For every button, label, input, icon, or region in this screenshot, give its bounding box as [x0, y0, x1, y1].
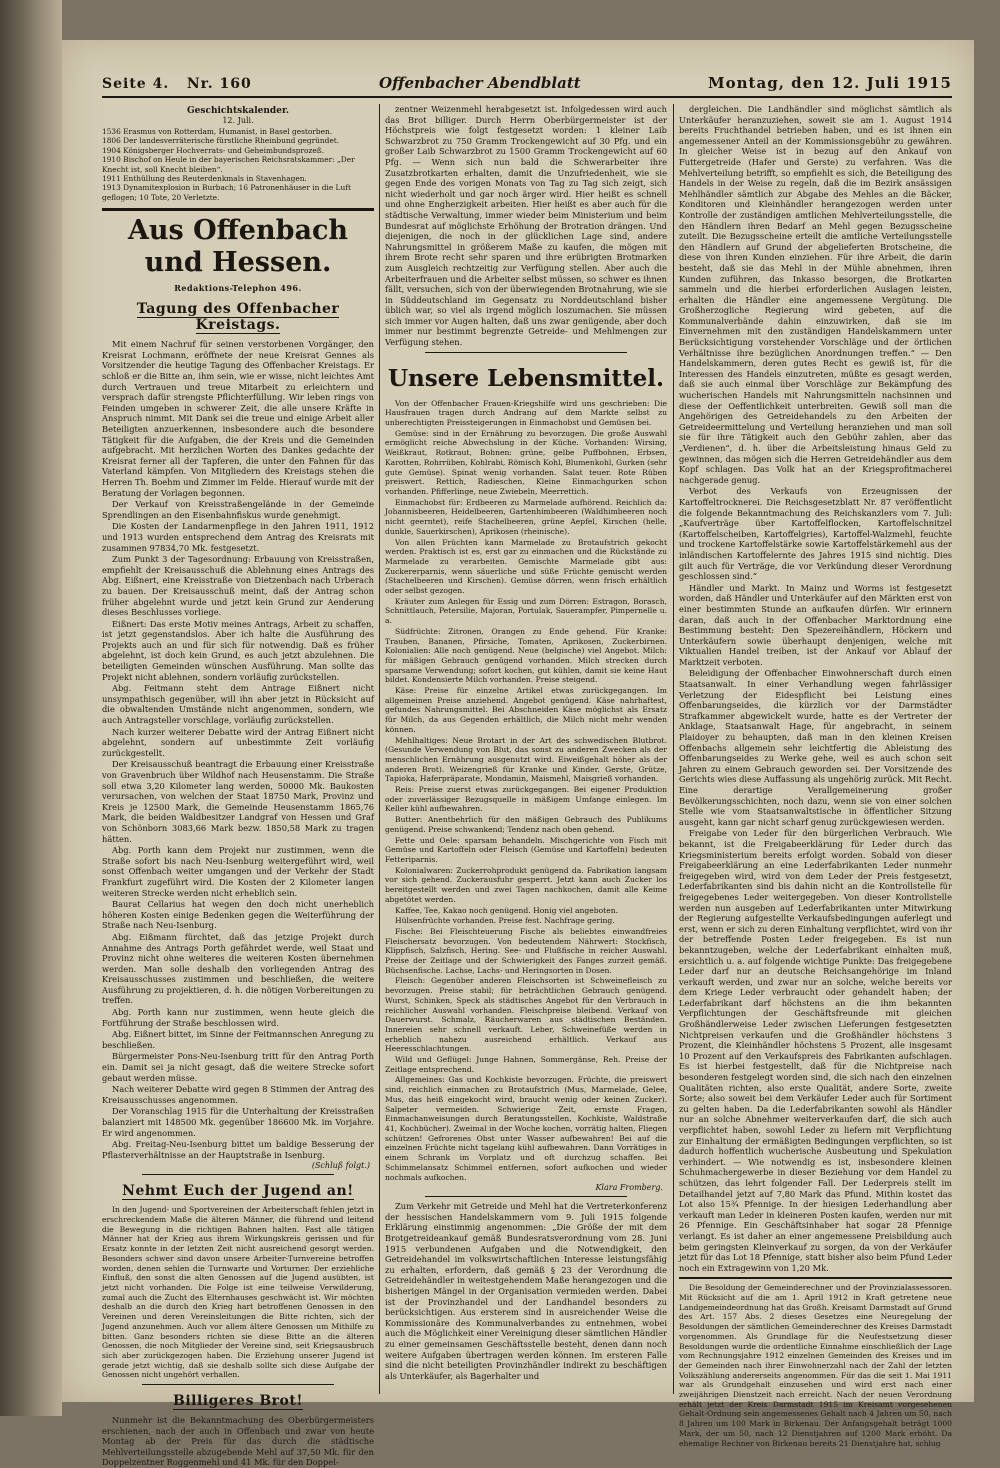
paragraph: Abg. Freitag-Neu-Isenburg bittet um baldige Besserung der Pflasterverhältnisse an der Hauptstraße in Isenburg.	[102, 1139, 374, 1160]
article-title-lebensmittel: Unsere Lebensmittel.	[387, 364, 664, 392]
column-3	[679, 104, 952, 1448]
paragraph: Zum Verkehr mit Getreide und Mehl hat die Vertreterkonferenz der hessischen Handelskammern vom 9. Juli 1915 folgende Erklärung einstimmig angenommen: „Die Größe der mit dem Brotgetreideankauf gemäß Bundesratsverordnung vom 28. Juni 1915 verbundenen Aufgaben und die Notwendigkeit, den Getreidehandel im volkswirtschaftlichen Interesse leistungsfähig zu erhalten, erfordern, daß gemäß § 23 der Verordnung die Getreidehändler in weitestgehendem Maße herangezogen und die bisherigen Mängel in der Organisation vermieden werden. Dabei ist der Provinzhandel und der Landhandel besonders zu berücksichtigen. Aus ersterem sind in ausreichender Weise die Kommissionäre des Kommunalverbandes zu entnehmen, wobei auch die Möglichkeit einer Vereinigung dieser sämtlichen Händler zu einer gemeinsamen Geschäftsstelle besteht, denen dann noch weitere Aufgaben übertragen werden können. Im ersteren Falle sind die nicht beteiligten Provinzhändler indirekt zu beschäftigen als Unterkäufer, als Bagerhalter und	[385, 1201, 667, 1381]
kalender-title: Geschichtskalender.	[187, 106, 289, 116]
lebensmittel-item: Allgemeines: Gas und Kochkiste bevorzugen. Früchte, die preiswert sind, reichlich einmachen zu Brotaufstrich (Mus, Marmelade, Gelee, Mus, das heiß eingekocht wird, braucht wenig oder keinen Zucker). Salpeter vermeiden. Schwierige Zeit, ernste Fragen, Einmachanweisungen durch Beratungsstellen, Kochkiste, Waldstraße 41, Kochbücher). Zweimal in der Woche kochen, vorrätig halten, Fliegen schützen! Gefrorenes Obst unter Wasser aufbewahren! Bei auf die einzelnen Früchte nicht tagelang kühl aufbewahren. Dann Vorrätiges in einem Schrank im Vorplatz und oft durchzug schaffen. Bei Schimmelansatz Schimmel entfernen, sofort aufkochen und wieder nochmals aufkochen.	[385, 1075, 667, 1182]
kalender-entry: 1904 Königsberger Hochverrats- und Geheimbundsprozeß.	[102, 145, 325, 155]
kalender-date: 12. Juli.	[222, 116, 254, 125]
masthead: Offenbacher Abendblatt	[379, 74, 581, 92]
paragraph: Bürgermeister Pons-Neu-Isenburg tritt für den Antrag Porth ein. Damit sei ja nicht gesagt, daß die weitere Strecke sofort gebaut werden müsse.	[102, 1051, 374, 1083]
paragraph: Baurat Cellarius hat wegen den doch nicht unerheblich höheren Kosten einige Bedenken gegen die Weiterführung der Straße nach Neu-Isenburg.	[102, 899, 374, 931]
paragraph: zentner Weizenmehl herabgesetzt ist. Infolgedessen wird auch das Brot billiger. Durch Herrn Oberbürgermeister ist der Höchstpreis wie folgt festgesetzt worden: 1 kleiner Laib Schwarzbrot zu 750 Gramm Trockengewicht auf 30 Pfg. und ein großer Laib Schwarzbrot zu 1500 Gramm Trockengewicht auf 60 Pfg. — Wenn sich nun bald die Schwerarbeiter ihre Zusatzbrotkarten erhalten, damit die Unzufriedenheit, wie sie gegen Ende des vorigen Monats von Tag zu Tag sich zeigt, sich nicht wiederholt und gar noch ärger wird. Hier heißt es schnell und ohne Engherzigkeit arbeiten. Hier heißt es aber auch für die städtische Verwaltung, immer wieder beim Ministerium und beim Bundesrat auf möglichste Erhöhung der Brotration drängen. Und diejenigen, die noch in der glücklichen Lage sind, andere Nahrungsmittel in größerem Maße zu kaufen, die mögen mit ihrem Brote recht sehr sparen und ihre erübrigten Brotmarken zum Ausgleich rechtzeitig zur Verfügung stellen. Aber auch die Arbeiterfrauen und die Arbeiter selbst müssen, so schwer es ihnen fällt, versuchen, sich von der überwiegenden Brotnahrung, wie sie in Süddeutschland im Gegensatz zu Norddeutschland bisher üblich war, so viel als irgend möglich loszumachen. Sie müssen sich immer vor Augen halten, daß uns zwar genügende, aber doch immer nur bestimmt begrenzte Getreide- und Mehlmengen zur Verfügung stehen.	[385, 104, 667, 348]
kalender-entry: 1806 Der landesverräterische fürstliche Rheinbund gegründet.	[102, 136, 340, 146]
column-1	[102, 104, 374, 1468]
column-2	[385, 104, 667, 1394]
lebensmittel-item: Fleisch: Gegenüber anderen Fleischsorten ist Schweinefleisch zu bevorzugen. Preise stabil; für beträchtlichen Gebrauch genügend. Wurst, Schinken, Speck als städtisches Angebot für den Verbrauch in reichlicher Auswahl vorhanden. Fleischpreise bleibend. Verkauf von Dauerwurst. Schmalz, Räucherwaren aus städtischen Beständen. Innereien sehr schnell verkauft. Leber, Schweinefüße werden in erheblich nahezu ausreichend erhältlich. Verkauf aus Heeresschlachtungen.	[385, 976, 667, 1054]
article-title-brot: Billigeres Brot!	[172, 1393, 303, 1410]
paragraph: Abg. Porth kann nur zustimmen, wenn heute gleich die Fortführung der Straße beschlossen wird.	[102, 1007, 374, 1028]
paragraph: Abg. Porth kann dem Projekt nur zustimmen, wenn die Straße sofort bis nach Neu-Isenburg weitergeführt wird, weil sonst Offenbach weiter umgangen und der Verkehr der Stadt Frankfurt zugeführt wird. Die Kosten der 2 Kilometer langen weiteren Strecke werden nicht erheblich sein.	[102, 845, 374, 898]
lebensmittel-list	[385, 429, 667, 1182]
paragraph: Mit einem Nachruf für seinen verstorbenen Vorgänger, den Kreisrat Lochmann, eröffnete der neue Kreisrat Gennes als Vorsitzender die heutige Tagung des Offenbacher Kreistags. Er schloß er die Bitte an, ihm sein, wie er wisse, nicht leichtes Amt durch Vertrauen und treue Mitarbeit zu erleichtern und versprach dafür strengste Pflichterfüllung. Wir leben rings von Feinden umgeben in schwerer Zeit, die alle unsere Kräfte in Anspruch nimmt. Mit Dank sei die treue und einige Arbeit aller Beteiligten anzuerkennen, insbesondere auch die besondere Tätigkeit für die Aufgaben, die der Kreis und die Gemeinden aufgebracht. Mit herzlichen Worten des Dankes gedachte der Kreisrat ferner all der Tapferen, die unter den Fahnen für das Vaterland kämpfen. Von Mitgliedern des Kreistags stehen die Herren Th. Boehm und Zimmer im Felde. Hierauf wurde mit der Beratung der Vorlagen begonnen.	[102, 339, 374, 498]
lebensmittel-item: Kaffee, Tee, Kakao noch genügend. Honig viel angeboten.	[395, 905, 619, 915]
paragraph: Nunmehr ist die Bekanntmachung des Oberbürgermeisters erschienen, nach der auch in Offenbach und zwar von heute Montag ab der Preis für das durch die städtische Mehlverteilungsstelle abzugebende Mehl auf 37,50 Mk. für den Doppelzentner Roggenmehl und 41 Mk. für den Doppel-	[102, 1415, 374, 1468]
article-title-jugend: Nehmt Euch der Jugend an!	[122, 1183, 354, 1200]
article-brot-continued	[385, 104, 667, 348]
paragraph: Händler und Markt. In Mainz und Worms ist festgesetzt worden, daß Händler und Unterkäufer auf den Märkten erst von einer bestimmten Stunde an aufkaufen dürfen. Wir erinnern daran, daß auch in der Offenbacher Marktordnung eine Bestimmung besteht: Den Spezereihändlern, Höckern und Unterkäufern sowie überhaupt denjenigen, welche mit Viktualien Handel treiben, ist der Ankauf vor Ablauf der Marktzeit verboten.	[679, 582, 952, 667]
paragraph: Abg. Eißnert bittet, im Sinne der Feitmannschen Anregung zu beschließen.	[102, 1029, 374, 1050]
kalender-entry: 1910 Bischof on Heule in der bayerischen Reichsratskammer: „Der Knecht ist, soll Knecht bleiben“.	[102, 155, 355, 174]
column-rule	[379, 104, 380, 1394]
kalender-list	[102, 127, 374, 202]
section-title: Aus Offenbach und Hessen.	[102, 208, 374, 279]
article-title-kreistag: Tagung des Offenbacher Kreistags.	[136, 301, 340, 334]
lebensmittel-item: Käse: Preise für einzelne Artikel etwas zurückgegangen. Im allgemeinen Preise anziehend. Angebot genügend. Käse nahrhaftest, gefundes Nahrungsmittel. Bei Abschneiden Käse möglichst als Ersatz für Milch, da aus Gegenden erhältlich, die Milch nicht mehr wenden können.	[385, 686, 667, 734]
lebensmittel-item: Wild und Geflügel: Junge Hahnen, Sommergänse, Reh. Preise der Zeitlage entsprechend.	[385, 1055, 667, 1074]
article-brot	[102, 1415, 374, 1468]
kalender-entry: 1536 Erasmus von Rotterdam, Humanist, in Basel gestorben.	[102, 127, 333, 136]
column-rule	[673, 104, 674, 1394]
lebensmittel-item: Kolonialwaren: Zuckerrohprodukt genügend da. Fabrikation langsam vor sich gehend. Zuckerausfuhr gesperrt. Jetzt kann auch Zucker los bereitgestellt werden und zwei Tagen nachkochen, damit alle Keime abgetötet werden.	[385, 865, 667, 904]
article-kreistag	[102, 339, 374, 1160]
article-column-3	[679, 104, 952, 1273]
kalender-entry: 1913 Dynamitexplosion in Burbach; 16 Patronenhäuser in die Luft geflogen; 10 Tote, 20 Verletzte.	[102, 183, 351, 202]
paragraph: Nach kurzer weiterer Debatte wird der Antrag Eißnert nicht abgelehnt, sondern auf unbestimmte Zeit vorläufig zurückgestellt.	[102, 726, 374, 758]
paragraph: Der Verkauf von Kreisstraßengelände in der Gemeinde Sprendlingen an den Eisenbahnfiskus wurde genehmigt.	[102, 499, 374, 520]
paragraph: Der Voranschlag 1915 für die Unterhaltung der Kreisstraßen balanziert mit 148500 Mk. gegenüber 186600 Mk. im Vorjahre. Er wird angenommen.	[102, 1106, 374, 1138]
paragraph: Abg. Feitmann steht dem Antrage Eißnert nicht unsympathisch gegenüber, will ihn aber jetzt in Rücksicht auf die obwaltenden Umstände nicht angenommen, sondern, wie auch Antragsteller vorschlage, vorläufig zurückstellen.	[102, 683, 374, 726]
article-getreide	[385, 1201, 667, 1381]
lebensmittel-item: Hülsenfrüchte vorhanden. Preise fest. Nachfrage gering.	[395, 916, 615, 926]
lebensmittel-item: Gemüse: sind in der Ernährung zu bevorzugen. Die große Auswahl ermöglicht reiche Abwechslung in der Küche. Vorhanden: Wirsing, Weißkraut, Rotkraut, Bohnen: grüne, gelbe Puffbohnen, Erbsen, Karotten, Rohrrüben, Kohlrabi, Römisch Kohl, Blumenkohl, Gurken (sehr gute Gemüse). Spinat wenig vorhanden. Salat teuer. Rote Rüben preiswert. Rettich, Radieschen, Kleine Einmachgurken schon vorhanden. Pfifferlinge, neue Zwiebeln, Meerrettich.	[385, 428, 667, 496]
paragraph: Der Kreisausschuß beantragt die Erbauung einer Kreisstraße von Gravenbruch über Wildhof nach Heusenstamm. Die Straße soll etwa 3,20 Kilometer lang werden, 50000 Mk. Baukosten verursachen, von welchen der Staat 18750 Mark, Provinz und Kreis je 12500 Mark, die Gemeinde Heusenstamm 1865,76 Mark, die beiden Waldbesitzer Landgraf von Hessen und Graf von Schönborn 3083,66 Mark bezw. 1850,58 Mark zu tragen hätten.	[102, 759, 374, 844]
lebensmittel-item: Von allen Früchten kann Marmelade zu Brotaufstrich gekocht werden. Praktisch ist es, erst gar zu einmachen und die Rückstände zu Marmelade zu verarbeiten. Gemischte Marmelade gibt aus: Zuckererparnis, wenn säuerliche und süße Früchte gemischt werden (Stachelbeeren und Kirschen). Gemüse dörren, wenn frisch erhältlich oder selbst gezogen.	[385, 537, 667, 596]
redaktion-telephone: Redaktions-Telephon 496.	[174, 283, 302, 294]
paragraph: dergleichen. Die Landhändler sind möglichst sämtlich als Unterkäufer heranzuziehen, soweit sie am 1. August 1914 bereits Fruchthandel betrieben haben, und es ist ihnen ein angemessener Anteil an der Kommissionsgebühr zu gewähren. In gleicher Weise ist in bezug auf den Ankauf von Futtergetreide (Hafer und Gerste) zu verfahren. Was die Mehlverteilung betrifft, so empfiehlt es sich, die Beteiligung des Handels in der Weise zu regeln, daß die im Bezirk ansässigen Mehlhändler sämtlich zur Abgabe des Mehles an die Bäcker, Konditoren und Kleinhändler herangezogen werden unter Kontrolle der zuständigen amtlichen Mehlverteilungsstelle, die den Händlern ihren Bedarf an Mehl gegen Bezugsscheine zuteilt. Die Bezugsscheine erteilt die amtliche Verteilungsstelle den Händlern auf Grund der abgelieferten Brotscheine, die diese von ihren Kunden einziehen. Für ihre Arbeit, die darin besteht, daß sie das Mehl in der Mühle abnehmen, ihren Kunden zuführen, das Inkasso besorgen, die Brotkarten sammeln und die hierbei erforderlichen Auslagen leisten, erhalten die Händler eine angemessene Vergütung. Die Großherzogliche Regierung wird gebeten, auf die Kommunalverbände dahin einzuwirken, daß sie im Einvernehmen mit den zuständigen Handelskammern unter Berücksichtigung vorstehender Vorschläge und der örtlichen Verhältnisse ihre bezüglichen Anordnungen treffen.“ — Den Handelskammern, deren gutes Recht es gewiß ist, für die Interessen des Handels einzutreten, müßte es gesagt werden, daß sie auch einmal über Vorschläge zur Bekämpfung des wucherischen Handels mit Nahrungsmitteln nachsinnen und diese der Oeffentlichkeit unterbreiten. Gewiß soll man die Angehörigen des Getreidehandels zu den Arbeiten der Getreideermittelung und Verteilung heranziehen und man soll sie für ihre Tätigkeit auch den Gebühr zahlen, aber das „Verdienen“, d. h. über die Arbeitsleistung hinaus Geld zu gewinnen, das mögen sich die Herren Getreidehändler aus dem Kopf schlagen. Das Volk hat an der Kriegsprofitmacherei nachgerade genug.	[679, 104, 952, 485]
lebensmittel-item: Butter: Anentbehrlich für den mäßigen Gebrauch des Publikums genügend. Preise schwankend; Tendenz nach oben gehend.	[385, 815, 667, 834]
newspaper-page	[62, 40, 974, 1468]
lebensmittel-item: Reis: Preise zuerst etwas zurückgegangen. Bei eigener Produktion oder zuverlässiger Bezugsquelle in mäßigem Umfange einlegen. Im Keller kühl aufbewahren.	[385, 785, 667, 814]
columns	[102, 104, 952, 1468]
paragraph: Zum Punkt 3 der Tagesordnung: Erbauung von Kreisstraßen, empfiehlt der Kreisausschuß die Ablehnung eines Antrags des Abg. Eißnert, eine Kreisstraße von Dietzenbach nach Urberach zu bauen. Der Kreisausschuß meint, daß der Antrag schon früher abgelehnt wurde und jetzt kein Grund zur Aenderung dieses Beschlusses vorliege.	[102, 554, 374, 618]
paragraph: Die Besoldung der Gemeinderechner und der Provinzialassessoren. Mit Rücksicht auf die am 1. April 1912 in Kraft getretene neue Landgemeindeordnung hat das Großh. Kreisamt Darmstadt auf Grund des Art. 157 Abs. 2 dieses Gesetzes eine Neuregelung der Besoldungen der sämtlichen Gemeinderechner des Kreises Darmstadt vorgenommen. Als Grundlage für die Neufestsetzung dieser Besoldungen wurde die ordentliche Einnahme einschließlich der Lage vom Rechnungsjahre 1912 einzelnen Gemeinden des Kreises und im der Gemeinden nach ihrer Einwohnerzahl nach der Zahl der letzten Volkszählung andererseits angenommen. Für das die seit 1. Mai 1911 war als Grundgehalt einzusehen und wird erst nach einer zweijährigen Dienstzeit nach erreicht. Nach der neuen Verordnung erhält jetzt der Kreis Darmstadt 1915 im Kreisamt vorgesehenen Gehalt-Ordnung sein angemessenes Gehalt nach 4 Jahren um 50, nach 8 Jahren um 100 Mark in Birkenau. Der Anfangsgehalt beträgt 1000 Mark, der um 50, nach 12 Dienstjahren auf 1200 Mark erhöht. Da ehemalige Rechner von Birkenau bereits 21 Dienstjahre hat, schlug	[679, 1283, 952, 1448]
lebensmittel-item: Südfrüchte: Zitronen, Orangen zu Ende gehend. Für Kranke: Trauben, Bananen, Pfirsiche, Tomaten, Aprikosen, Zuckerbirnen. Kolonialien: Alle noch genügend. Neue (belgische) viel Angebot. Milch: für mäßigen Gebrauch genügend vorhanden. Milch strecken durch sparsame Verwendung; sofort kochen, gut kühlen, damit sie keine Haut bildet. Kondensierte Milch vorhanden. Preise steigend.	[385, 626, 667, 685]
lebensmittel-item: Fische: Bei Fleischteuerung Fische als beliebtes einwandfreies Fleischersatz bevorzugen. Von bedeutendem Nährwert: Stockfisch, Klippfisch, Salzfisch, Hering. See- und Flußfische in reicher Auswahl. Preise der Zeitlage und der Schwierigkeit des Fanges zurzeit gemäß. Büchsenfische. Lachse, Lachs- und Heringsorten in Dosen.	[385, 926, 667, 975]
paragraph: Nach weiterer Debatte wird gegen 8 Stimmen der Antrag des Kreisausschusses angenommen.	[102, 1084, 374, 1105]
page-number: Seite 4. Nr. 160	[102, 76, 252, 92]
paragraph: Die Kosten der Landarmenpflege in den Jahren 1911, 1912 und 1913 wurden entsprechend dem Antrag des Kreisrats mit zusammen 97834,70 Mk. festgesetzt.	[102, 521, 374, 553]
paragraph: Abg. Eißmann fürchtet, daß das jetzige Projekt durch Annahme des Antrags Porth gefährdet werde, weil Staat und Provinz nicht ohne weiteres die weiteren Kosten übernehmen werden. Man solle deshalb den vorliegenden Antrag des Kreisausschusses zustimmen und beschließen, die weitere Ausführung zu projektieren, d. h. die nötigen Vorbereitungen zu treffen.	[102, 931, 374, 1006]
lebensmittel-item: Fette und Oele: sparsam behandeln. Mischgerichte von Fisch mit Gemüse und Kartoffeln oder Fleisch (Gemüse und Kartoffeln) bedeuten Fetteriparnis.	[385, 835, 667, 864]
divider	[425, 352, 627, 353]
article-signature: Klara Fromberg.	[595, 1183, 663, 1193]
paragraph: Freigabe von Leder für den bürgerlichen Verbrauch. Wie bekannt, ist die Freigabeerklärung für Leder durch das Kriegsministerium bereits erfolgt worden. Sobald von dieser Freigabeerklärung an eine Lederfabrikanten Leder nunmehr freigegeben wird, wird von dem Leder der Preis festgesetzt, Lederfabrikanten sind bis dahin nicht an die Kontrollstelle für freigegebenes Leder weitergegeben. Von dieser Kontrollstelle werden nun ausgeben auf Lederfabrikanten unter Mitwirkung der Regierung aufgestellte Verkaufsbedingungen auferlegt und erst, wenn er sich zu deren Einhaltung verpflichtet, wird von ihr der betreffende Posten Leder freigegeben. Es ist nun bekanntzugeben, welche der Lederfabrikant einhalten muß, ersichtlich u. a. auf folgende wichtige Punkte: Das freigegebene Leder darf nur an deutsche Reichsangehörige im Inland verkauft werden, und zwar nur an solche, welche bereits vor dem Kriege Leder verbraucht oder gehandelt haben; der Lederfabrikant darf höchstens an die ihm bekannten Verpflichtungen der Geschäftsfreunde mit gleichen Großhändlerweise Leder zwischen Lieferungen festgesetzten Nichtpreisen verkaufen und die Großhändler höchstens 3 Prozent, die Kleinhändler höchstens 5 Prozent, alle insgesamt 10 Prozent auf den Verkaufspreis des Fabrikanten aufschlagen. Es ist hierbei festgestellt, daß für die Nichtpreise nach besonderen festgelegt worden sind, die sich nach den einzelnen Qualitäten richten, also erste Qualität, andere Sorte, zweite Sorte; also soweit bei dem Verkäufer Leder auch für Sortiment zu gelten haben. Da die Lederfabrikanten sowohl als Händler nur an solche Abnehmer weiterverkaufen darf, die sich auch verpflichtet haben, sowohl Leder zu liefern mit Verpflichtung zur Einhaltung der ermäßigten Bedingungen verpflichten, so ist dadurch hoffentlich wucherische Ausbeutung und Spekulation verhindert. — Wie notwendig es ist, insbesondere kleinen Schuhmachergewerbe in dieser Beziehung vor dem Handel zu schützen, das lehrt folgender Fall. Der Lederpreis stellt im Detailhandel jetzt auf 7,80 Mark das Pfund. Mithin kostet das Lot also 15¾ Pfennige. In der hiesigen Lederhandlung aber verkauft man Leder in kleineren Posten kaufen, werden nur mit 26 Pfennige. Ein Geschäftsinhaber hat sogar 28 Pfennige verlangt. Es ist daher an einer angemessene Preisbildung auch beim geringsten Kleinverkauf zu sorgen, da von der Verkäufer jetzt für das Lot 18 Pfennige, statt bisher also beim Pfund Leder noch ein Extragewinn von 1,20 Mk.	[679, 828, 952, 1273]
article-intro: Von der Offenbacher Frauen-Kriegshilfe wird uns geschrieben: Die Hausfrauen tragen durch Andrang auf dem Markte selbst zu unberechtigten Preissteigerungen in Einmachobst und Gemüsen bei.	[385, 398, 667, 428]
article-besoldung	[679, 1283, 952, 1448]
kalender-entry: 1911 Enthüllung des Reuterdenkmals in Stavenhagen.	[102, 174, 307, 184]
divider	[679, 1277, 952, 1279]
paragraph: In den Jugend- und Sportvereinen der Arbeiterschaft fehlen jetzt in erschreckendem Maße die älteren Männer, die führend und leitend die Bewegung in die richtigen Bahnen halten. Fast alle tätigen Männer hat der Krieg aus ihrem Wirkungskreis gerissen und für Ersatz konnte in der letzten Zeit nicht ausreichend gesorgt werden. Besonders schwer sind davon unsere Arbeiter-Turnvereine betroffen worden, denen sehlen die Turnwarte und Vorturner. Der erziehliche Einfluß, den sonst die alten Genossen auf die Jugend ausübten, ist jetzt nicht vorhanden. Die Folge ist eine teilweise Verwilderung, zumal auch die Zucht des Elternhauses geschwächt ist. Wir möchten deshalb an die durch den Krieg hart betroffenen Genossen in den Vereinen und deren Vereinsleitungen die Bitte richten, sich der Jugend anzunehmen. Auch vor allem ältere Genossen um Mithilfe zu bitten. Ganz besonders richten sie diese Bitte an die älteren Genossen, die noch Mitglieder der Vereine sind, seit Kriegsausbruch sich aber zurückgezogen haben. Die Erziehung unserer Jugend ist gerade jetzt wichtig, daß sie deshalb sollte sich diese Aufgabe der Genossen nicht ungehört verhallen.	[102, 1205, 374, 1380]
page-header	[102, 62, 952, 98]
lebensmittel-item: Kräuter zum Anlegen für Essig und zum Dörren: Estragon, Borasch, Schnittlauch, Petersilie, Majoran, Portulak, Sauerampfer, Pimpernelle u. a.	[385, 596, 667, 626]
lebensmittel-item: Einmachobst für: Erdbeeren zu Marmelade aufhörend. Reichlich da: Johannisbeeren, Heidelbeeren, Gartenhimbeeren (Waldhimbeeren noch nicht geerntet), reife Stachelbeeren, grüne Aepfel, Kirschen (helle, dunkle, Sauerkirschen), Aprikosen (rheinische).	[385, 497, 667, 536]
paragraph: Verbot des Verkaufs von Erzeugnissen der Kartoffeltrocknerei. Die Reichsgesetzblatt Nr. 87 veröffentlicht die folgende Bekanntmachung des Reichskanzlers vom 7. Juli: „Kaufverträge über Kartoffelflocken, Kartoffelschnitzel (Kartoffelscheiben, Kartoffelgries), Kartoffel-Walzmehl, feuchte und trockene Kartoffelstärke sowie Kartoffelstärkemehl aus der inländischen Kartoffelernte des Jahres 1915 sind nichtig. Dies gilt auch für Verträge, die vor Verkündung dieser Verordnung geschlossen sind.“	[679, 486, 952, 582]
issue-date: Montag, den 12. Juli 1915	[708, 74, 952, 92]
lebensmittel-item: Mehlhaltiges: Neue Brotart in der Art des schwedischen Blutbrot. (Gesunde Verwendung von Blut, das sonst zu anderen Zwecken als der menschlichen Ernährung ausgenutzt wird. Eiweißgehalt höher als der anderen Brot). Weizengrieß für Kranke und Kinder. Gerste, Grütze, Tapioka, Haferpräparate, Mondamin, Maismehl, Maisgrieß vorhanden.	[385, 735, 667, 784]
divider	[425, 1196, 627, 1197]
article-sign: (Schluß folgt.)	[311, 1161, 370, 1171]
divider	[142, 1384, 334, 1385]
paragraph: Beleidigung der Offenbacher Einwohnerschaft durch einen Staatsanwalt. In einer Verhandlung wegen fahrlässiger Verletzung der Eidespflicht bei Leistung eines Offenbarungseides, die kürzlich vor der Darmstädter Strafkammer abgewickelt wurde, hatte es der Vertreter der Anklage, Staatsanwalt Hage, für angebracht, in seinem Plaidoyer zu behaupten, daß man in den kleinen Kreisen Offenbachs allgemein sehr leichtfertig die Ableistung des Offenbarungseides zu Werke gehe, weil es auch schon seit Jahren zu einem Gebrauch geworden sei. Der Vorsitzende des Gerichts wies diese Auffassung als ungehörig zurück. Mit Recht. Eine derartige Verallgemeinerung großer Bevölkerungsschichten, noch dazu, wenn sie von einer solchen Stelle wie vom Staatsanwaltstische in öffentlicher Sitzung ausgeht, kann gar nicht scharf genug zurückgewiesen werden.	[679, 668, 952, 827]
paragraph: Eißnert: Das erste Motiv meines Antrags, Arbeit zu schaffen, ist jetzt gegenstandslos. Aber ich halte die Ausführung des Projekts auch an und für sich für notwendig. Daß es früher abgelehnt, ist doch kein Grund, es auch jetzt abzulehnen. Die beteiligten Gemeinden wünschen Ausführung. Man sollte das Projekt nicht ablehnen, sondern vorläufig zurückstellen.	[102, 618, 374, 682]
divider	[142, 1174, 334, 1175]
article-jugend	[102, 1205, 374, 1380]
book-binding	[0, 0, 62, 1416]
